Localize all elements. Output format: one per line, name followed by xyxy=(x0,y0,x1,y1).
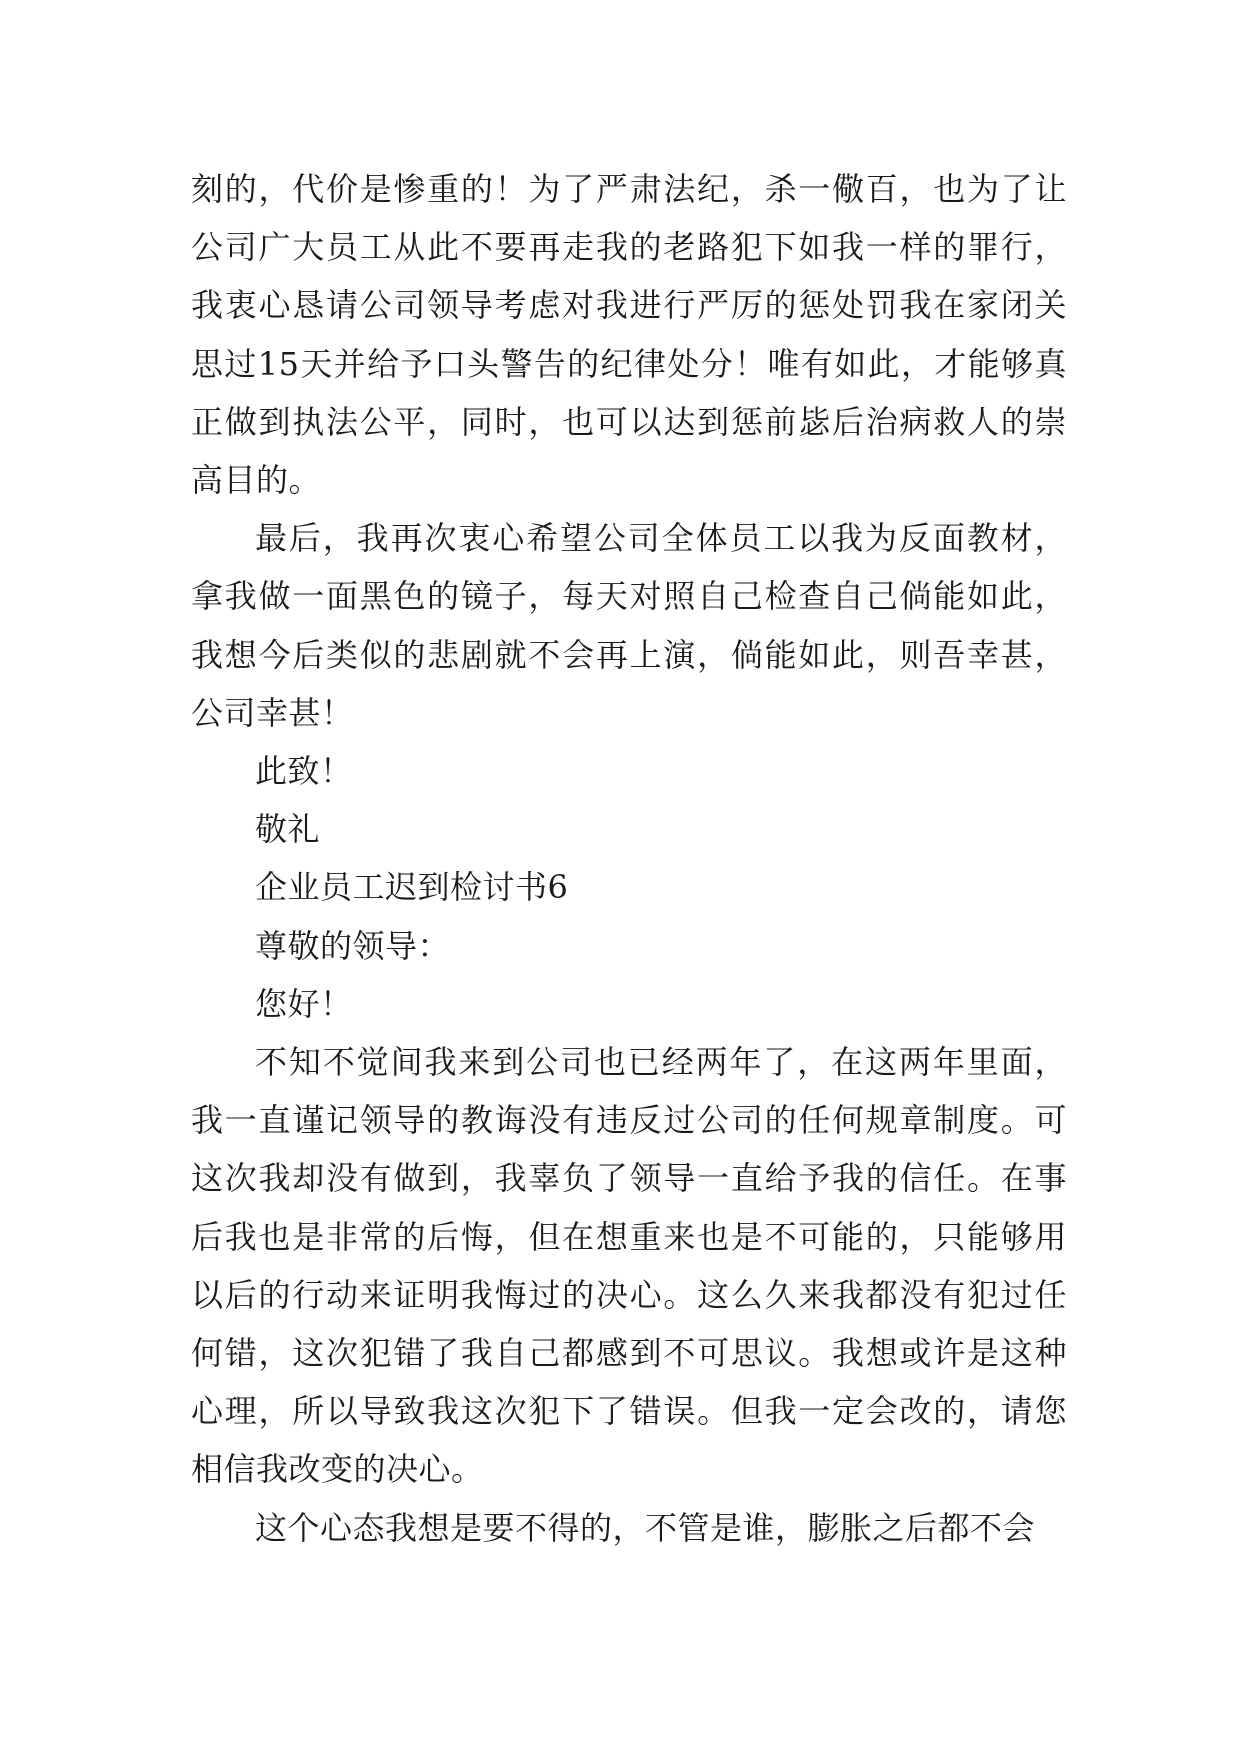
salutation: 尊敬的领导： xyxy=(255,926,451,965)
paragraph-continuation: 刻的，代价是惨重的！为了严肃法纪，杀一儆百，也为了让公司广大员工从此不要再走我的老路犯下如我一样的罪行，我衷心恳请公司领导考虑对我进行严厉的惩处罚我在家闭关思过15天并给予口头警告的纪律处分！唯有如此，才能够真正做到执法公平，同时，也可以达到惩前毖后治病救人的崇高目的。 xyxy=(191,170,1067,500)
closing-ci-zhi: 此致！ xyxy=(255,752,353,791)
paragraph-body-1: 不知不觉间我来到公司也已经两年了，在这两年里面，我一直谨记领导的教诲没有违反过公司的任何规章制度。可这次我却没有做到，我辜负了领导一直给予我的信任。在事后我也是非常的后悔，但在想重来也是不可能的，只能够用以后的行动来证明我悔过的决心。这么久来我都没有犯过任何错，这次犯错了我自己都感到不可思议。我想或许是这种心理，所以导致我这次犯下了错误。但我一定会改的，请您相信我改变的决心。 xyxy=(191,1043,1067,1489)
closing-jing-li: 敬礼 xyxy=(255,810,321,849)
greeting: 您好！ xyxy=(255,984,353,1023)
paragraph-closing-wish: 最后，我再次衷心希望公司全体员工以我为反面教材，拿我做一面黑色的镜子，每天对照自己检查自己倘能如此，我想今后类似的悲剧就不会再上演，倘能如此，则吾幸甚，公司幸甚！ xyxy=(191,519,1067,732)
paragraph-body-2: 这个心态我想是要不得的，不管是谁，膨胀之后都不会 xyxy=(255,1508,1036,1547)
document-body xyxy=(191,160,1067,1557)
section-heading: 企业员工迟到检讨书6 xyxy=(255,868,569,907)
